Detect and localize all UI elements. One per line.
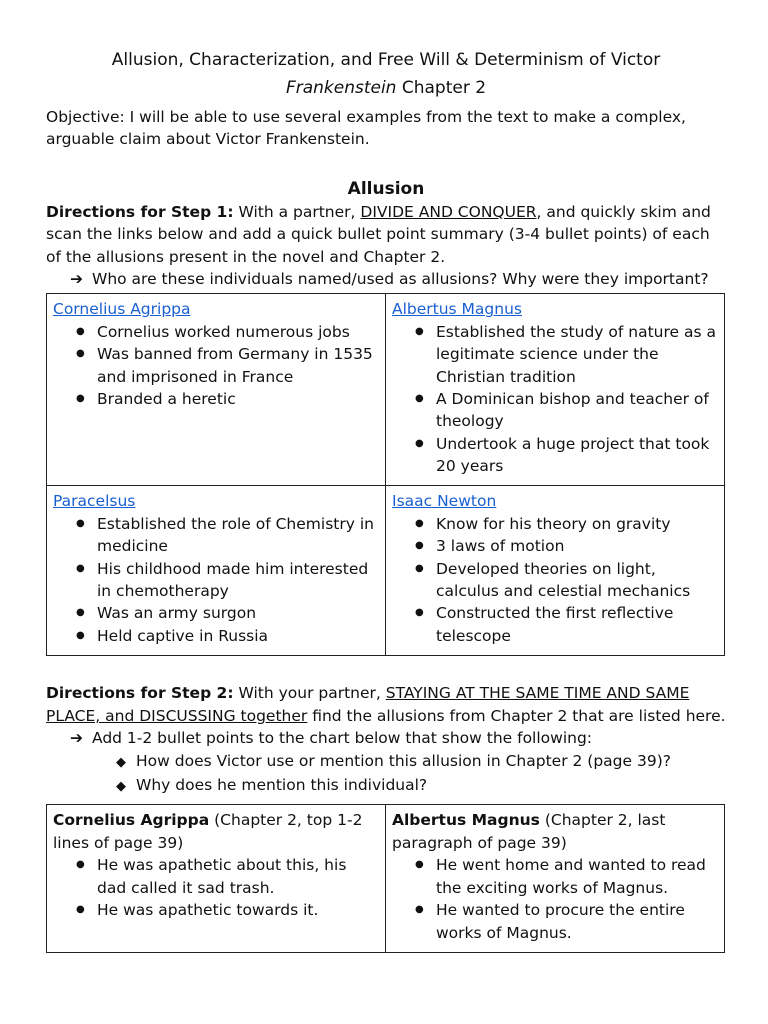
step1-text-a: With a partner, xyxy=(233,202,361,221)
bullet-list xyxy=(53,321,379,411)
bullet-list xyxy=(392,513,718,647)
list-item: ● He went home and wanted to read the exciting works of Magnus. xyxy=(436,854,718,899)
list-item: ● Was banned from Germany in 1535 and imprisoned in France xyxy=(97,343,379,388)
diamond-bullet-icon: ◆ xyxy=(116,779,126,795)
list-item: ● He was apathetic about this, his dad called it sad trash. xyxy=(97,854,379,899)
cell-paracelsus xyxy=(47,486,386,656)
list-item: ● Branded a heretic xyxy=(97,388,379,410)
section-heading: Allusion xyxy=(347,178,425,199)
list-item: ● 3 laws of motion xyxy=(436,535,718,557)
list-item: ● He was apathetic towards it. xyxy=(97,899,379,921)
list-item: ● Established the role of Chemistry in medicine xyxy=(97,513,379,558)
link-isaac-newton[interactable]: Isaac Newton xyxy=(392,492,497,511)
list-item: ● Was an army surgon xyxy=(97,602,379,624)
step1-label: Directions for Step 1: xyxy=(46,202,234,221)
chapter-label: Chapter 2 xyxy=(396,78,487,98)
link-albertus-magnus[interactable]: Albertus Magnus xyxy=(392,300,522,319)
list-item: ● He wanted to procure the entire works of Magnus. xyxy=(436,899,718,944)
step2-text-a: With your partner, xyxy=(233,684,386,703)
cell-cornelius-agrippa xyxy=(47,294,386,486)
step1-question xyxy=(46,268,726,290)
step2-question xyxy=(46,774,726,798)
arrow-icon: ➔ xyxy=(70,729,83,748)
list-item: ● Held captive in Russia xyxy=(97,625,379,647)
step1-question-text: Who are these individuals named/used as allusions? Why were they important? xyxy=(92,270,709,289)
novel-title: Frankenstein xyxy=(285,78,397,98)
step2-instruction xyxy=(46,727,726,749)
cell-heading xyxy=(392,809,718,854)
step2-instruction-text: Add 1-2 bullet points to the chart below that show the following: xyxy=(92,729,593,748)
link-paracelsus[interactable]: Paracelsus xyxy=(53,492,136,511)
allusion-reference: (Chapter 2, last paragraph of page 39) xyxy=(392,811,666,852)
document-title-line2 xyxy=(46,74,726,102)
allusion-name: Albertus Magnus xyxy=(392,811,540,830)
allusion-name: Cornelius Agrippa xyxy=(53,811,210,830)
cell-isaac-newton xyxy=(386,486,725,656)
list-item: ● Know for his theory on gravity xyxy=(436,513,718,535)
allusion-summary-table xyxy=(46,293,725,656)
bullet-list xyxy=(53,513,379,647)
step2-underline: STAYING AT THE SAME TIME AND SAME PLACE, and DISCUSSING together xyxy=(46,684,690,725)
diamond-bullet-icon: ◆ xyxy=(116,754,126,770)
step2-directions xyxy=(46,682,726,727)
list-item: ● Established the study of nature as a legitimate science under the Christian tradition xyxy=(436,321,718,388)
allusion-reference: (Chapter 2, top 1-2 lines of page 39) xyxy=(53,811,363,852)
bullet-list xyxy=(392,321,718,478)
step2-question xyxy=(46,750,726,774)
list-item: ● A Dominican bishop and teacher of theology xyxy=(436,388,718,433)
step2-question-text: Why does he mention this individual? xyxy=(136,776,428,795)
step1-text-b: , and quickly skim and scan the links below and add a quick bullet point summary (3-4 bullet points) of each of the allusions present in the novel and Chapter 2. xyxy=(46,202,711,266)
arrow-icon: ➔ xyxy=(70,270,83,289)
cell-albertus-magnus-ch2 xyxy=(386,805,725,953)
bullet-list xyxy=(53,854,379,921)
cell-cornelius-agrippa-ch2 xyxy=(47,805,386,953)
document-page xyxy=(46,46,726,953)
step2-question-text: How does Victor use or mention this allusion in Chapter 2 (page 39)? xyxy=(136,751,671,770)
step1-underline: DIVIDE AND CONQUER xyxy=(360,202,537,221)
step2-text-b: find the allusions from Chapter 2 that are listed here. xyxy=(307,706,726,725)
list-item: ● Undertook a huge project that took 20 years xyxy=(436,433,718,478)
chapter2-allusion-table xyxy=(46,804,725,953)
list-item: ● Cornelius worked numerous jobs xyxy=(97,321,379,343)
list-item: ● His childhood made him interested in chemotherapy xyxy=(97,558,379,603)
bullet-list xyxy=(392,854,718,944)
step1-directions xyxy=(46,201,726,268)
link-cornelius-agrippa[interactable]: Cornelius Agrippa xyxy=(53,300,191,319)
list-item: ● Constructed the first reflective telescope xyxy=(436,602,718,647)
document-title-line1: Allusion, Characterization, and Free Will & Determinism of Victor xyxy=(111,50,661,70)
step2-label: Directions for Step 2: xyxy=(46,684,234,703)
objective-text: Objective: I will be able to use several examples from the text to make a complex, arguable claim about Victor Frankenstein. xyxy=(46,108,686,149)
cell-albertus-magnus xyxy=(386,294,725,486)
list-item: ● Developed theories on light, calculus and celestial mechanics xyxy=(436,558,718,603)
cell-heading xyxy=(53,809,379,854)
